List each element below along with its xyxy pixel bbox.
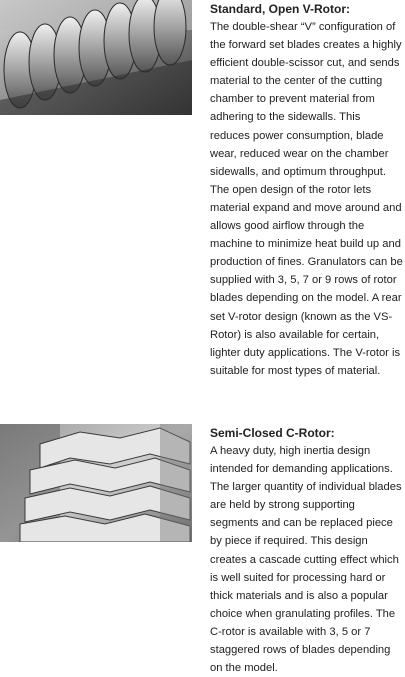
v-rotor-image bbox=[0, 0, 192, 115]
c-rotor-image bbox=[0, 424, 192, 542]
v-rotor-description: The double-shear “V” configuration of the forward set blades creates a highly efficient double-scissor cut, and sends material to the center of the cutting chamber to prevent material from adhering to the sidewalls. This reduces power consumption, blade wear, reduced wear on the chamber sidewalls, and optimum throughput. The open design of the rotor lets material expand and move around and allows good airflow through the machine to minimize heat build up and production of fines. Granulators can be supplied with 3, 5, 7 or 9 rows of rotor blades depending on the model. A rear set V-rotor design (known as the VS-Rotor) is also available for certain, lighter duty applications. The V-rotor is suitable for most types of material. bbox=[210, 21, 403, 377]
c-rotor-text bbox=[210, 424, 403, 677]
v-rotor-text bbox=[210, 0, 403, 380]
c-rotor-heading: Semi-Closed C-Rotor: bbox=[210, 426, 335, 440]
v-rotor-heading: Standard, Open V-Rotor: bbox=[210, 2, 351, 16]
c-rotor-description: A heavy duty, high inertia design intended for demanding applications. The larger quantity of individual blades are held by strong supporting segments and can be replaced piece by piece if required. This design creates a cascade cutting effect which is well suited for processing hard or thick materials and is also a popular choice when granulating profiles. The C-rotor is available with 3, 5 or 7 staggered rows of blades depending on the model. bbox=[210, 445, 402, 675]
v-rotor-photo bbox=[0, 0, 192, 115]
c-rotor-photo bbox=[0, 424, 192, 542]
